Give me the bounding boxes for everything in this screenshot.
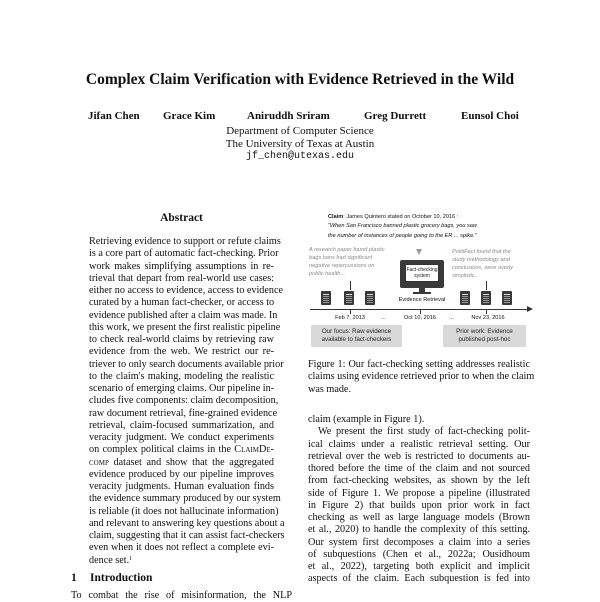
box-line: published post-hoc bbox=[458, 336, 511, 343]
abstract-line: evidence published after a claim was made. In bbox=[89, 309, 278, 321]
arrow-right-icon bbox=[527, 306, 533, 312]
timeline-date: Feb 7, 2013 bbox=[335, 315, 365, 321]
abstract-line: dence set.$^1$ bbox=[89, 554, 133, 566]
right-note-line: conclusions, were overly bbox=[452, 265, 513, 271]
claim-quote-line: the number of instances of people going to the ER ... spike.” bbox=[328, 233, 477, 239]
document-icon bbox=[321, 291, 331, 305]
abstract-line: trieval that depart from real-world use cases: bbox=[89, 272, 274, 284]
body-text-line: aspects of the claim. Each subquestion is fed into bbox=[308, 573, 530, 585]
body-text-line: in Figure 2) that builds upon prior work in fact bbox=[308, 499, 530, 511]
email: jf_chen@utexas.edu bbox=[245, 151, 355, 162]
body-text-line: We present the first study of fact-checking polit- bbox=[318, 426, 530, 438]
abstract-line: on complex political claims in the ClaimDe- bbox=[89, 444, 274, 456]
system-label-line: Fact-checking bbox=[406, 267, 438, 273]
body-text-line: retrieval over the web is restricted to documents au- bbox=[308, 450, 530, 462]
abstract-line: either no access to evidence, access to evidence bbox=[89, 285, 284, 296]
timeline-ellipsis: ... bbox=[449, 315, 454, 321]
left-note-line: public health... bbox=[309, 271, 346, 277]
abstract-line: the evidence summary produced by our system bbox=[89, 493, 281, 505]
down-arrow-icon bbox=[416, 249, 422, 255]
figure-caption bbox=[308, 359, 535, 396]
abstract-line: is reliable (it does not hallucinate information) bbox=[89, 505, 279, 517]
our-focus-box bbox=[311, 325, 402, 347]
abstract-line: veracity judgment. We conduct experiments bbox=[89, 432, 274, 443]
footnote-mark[interactable]: 1 bbox=[129, 555, 133, 562]
abstract-line: cludes five components: claim decomposition, bbox=[89, 395, 279, 407]
body-text-line: side of Figure 1. We propose a pipeline (illustrated bbox=[308, 487, 530, 499]
abstract-body bbox=[89, 236, 285, 567]
caption-line: claims using evidence retrieved prior to when the claim bbox=[308, 371, 535, 383]
left-note-line: bags bans had significant bbox=[309, 255, 373, 261]
timeline-date: Nov 23, 2016 bbox=[471, 315, 505, 321]
author-name: Grace Kim bbox=[163, 110, 216, 122]
abstract-line: evidence from the web. We restrict our re- bbox=[89, 346, 274, 358]
abstract-line: scenario of emerging claims. Our pipeline in- bbox=[89, 383, 275, 394]
body-text-line: thored before the time of the claim and not sourced bbox=[308, 463, 530, 474]
body-text-line: et al., 2022), targeting both explicit and implicit bbox=[308, 561, 530, 572]
abstract-line: retrieval, claim-focused summarization, and bbox=[89, 419, 274, 431]
prior-work-box bbox=[443, 325, 526, 347]
box-line: Our focus: Raw evidence bbox=[321, 328, 392, 335]
document-icon bbox=[481, 291, 491, 305]
body-text-line: et al., 2020) to handle the complexity of this setting. bbox=[308, 524, 530, 536]
abstract-line: evidence produced by our pipeline improves bbox=[89, 468, 274, 480]
author-name: Aniruddh Sriram bbox=[247, 110, 330, 122]
body-text-line: ical claims under a realistic retrieval setting. Our bbox=[308, 438, 530, 450]
abstract-line: even when it does not reflect a complete evi- bbox=[89, 542, 274, 554]
abstract-line: and relevant to answering key questions about a bbox=[89, 517, 285, 529]
figure-1 bbox=[305, 205, 535, 355]
timeline-date: Oct 10, 2016 bbox=[403, 315, 437, 321]
university: The University of Texas at Austin bbox=[225, 138, 375, 150]
body-text-line: of subquestions (Chen et al., 2022a; Ousidhoum bbox=[308, 548, 530, 560]
abstract-heading: Abstract bbox=[160, 212, 203, 224]
abstract-line: curated by a human fact-checker, or access to bbox=[89, 297, 275, 309]
monitor-icon bbox=[400, 260, 444, 288]
body-text-line: checking as well as large language models (Brown bbox=[308, 512, 530, 523]
author-name: Greg Durrett bbox=[364, 110, 427, 122]
abstract-line: Retrieving evidence to support or refute claims bbox=[89, 236, 281, 247]
system-label-line: system bbox=[414, 273, 430, 279]
caption-line: Figure 1: Our fact-checking setting addresses realistic bbox=[308, 359, 530, 370]
claim-meta: : James Quintero stated on October 10, 2016 : bbox=[343, 214, 459, 220]
abstract-line: raw document retrieval, fine-grained evidence bbox=[89, 407, 278, 419]
body-text-right bbox=[308, 414, 530, 586]
abstract-line: veracity judgments. Human evaluation finds bbox=[89, 481, 274, 492]
paper-title: Complex Claim Verification with Evidence Retrieved in the Wild bbox=[85, 71, 515, 88]
timeline-ellipsis: ... bbox=[381, 315, 386, 321]
intro-text-line: To combat the rise of misinformation, the NLP bbox=[71, 590, 292, 601]
left-note-line: A research paper found plastic bbox=[309, 247, 385, 253]
author-name: Eunsol Choi bbox=[461, 110, 519, 122]
abstract-line: claim, suggesting that it can assist fact-checkers bbox=[89, 530, 285, 541]
abstract-line: to the claim's making, modeling the realistic bbox=[89, 370, 274, 382]
body-text-line: claim (example in Figure 1). bbox=[308, 414, 425, 425]
document-icon bbox=[344, 291, 354, 305]
document-icon bbox=[365, 291, 375, 305]
timeline-axis bbox=[310, 309, 528, 310]
abstract-line: comp dataset and show that the aggregated bbox=[89, 456, 274, 468]
left-note-line: negative repercussions on bbox=[309, 263, 375, 269]
document-icon bbox=[460, 291, 470, 305]
body-text-line: from fact-checking websites, as shown by the left bbox=[308, 475, 530, 487]
right-note-line: simplistic... bbox=[452, 273, 480, 279]
document-icon bbox=[502, 291, 512, 305]
box-line: available to fact-checkers bbox=[321, 336, 392, 343]
retrieval-label: Evidence Retrieval bbox=[398, 297, 446, 303]
abstract-line: triever to only search documents available prior bbox=[89, 358, 284, 370]
caption-line: was made. bbox=[308, 383, 351, 395]
right-note-line: study methodology and bbox=[452, 257, 510, 263]
abstract-line: work makes simplifying assumptions in re- bbox=[89, 260, 274, 272]
abstract-line: to check real-world claims by retrieving raw bbox=[89, 334, 274, 345]
claim-quote-line: “When San Francisco banned plastic grocery bags, you saw bbox=[328, 223, 477, 229]
abstract-line: is a core part of automatic fact-checking. Prior bbox=[89, 248, 279, 260]
claim-label: Claim bbox=[328, 214, 344, 220]
right-note-line: PolitiFact found that the bbox=[452, 249, 511, 255]
body-text-line: Our system first decomposes a claim into a series bbox=[308, 536, 530, 548]
author-name: Jifan Chen bbox=[88, 110, 140, 122]
section-number: 1 bbox=[71, 572, 77, 584]
section-heading: Introduction bbox=[90, 572, 153, 584]
department: Department of Computer Science bbox=[226, 125, 374, 137]
box-line: Prior work: Evidence bbox=[456, 328, 513, 335]
abstract-line: this work, we present the first realistic pipeline bbox=[89, 321, 281, 333]
